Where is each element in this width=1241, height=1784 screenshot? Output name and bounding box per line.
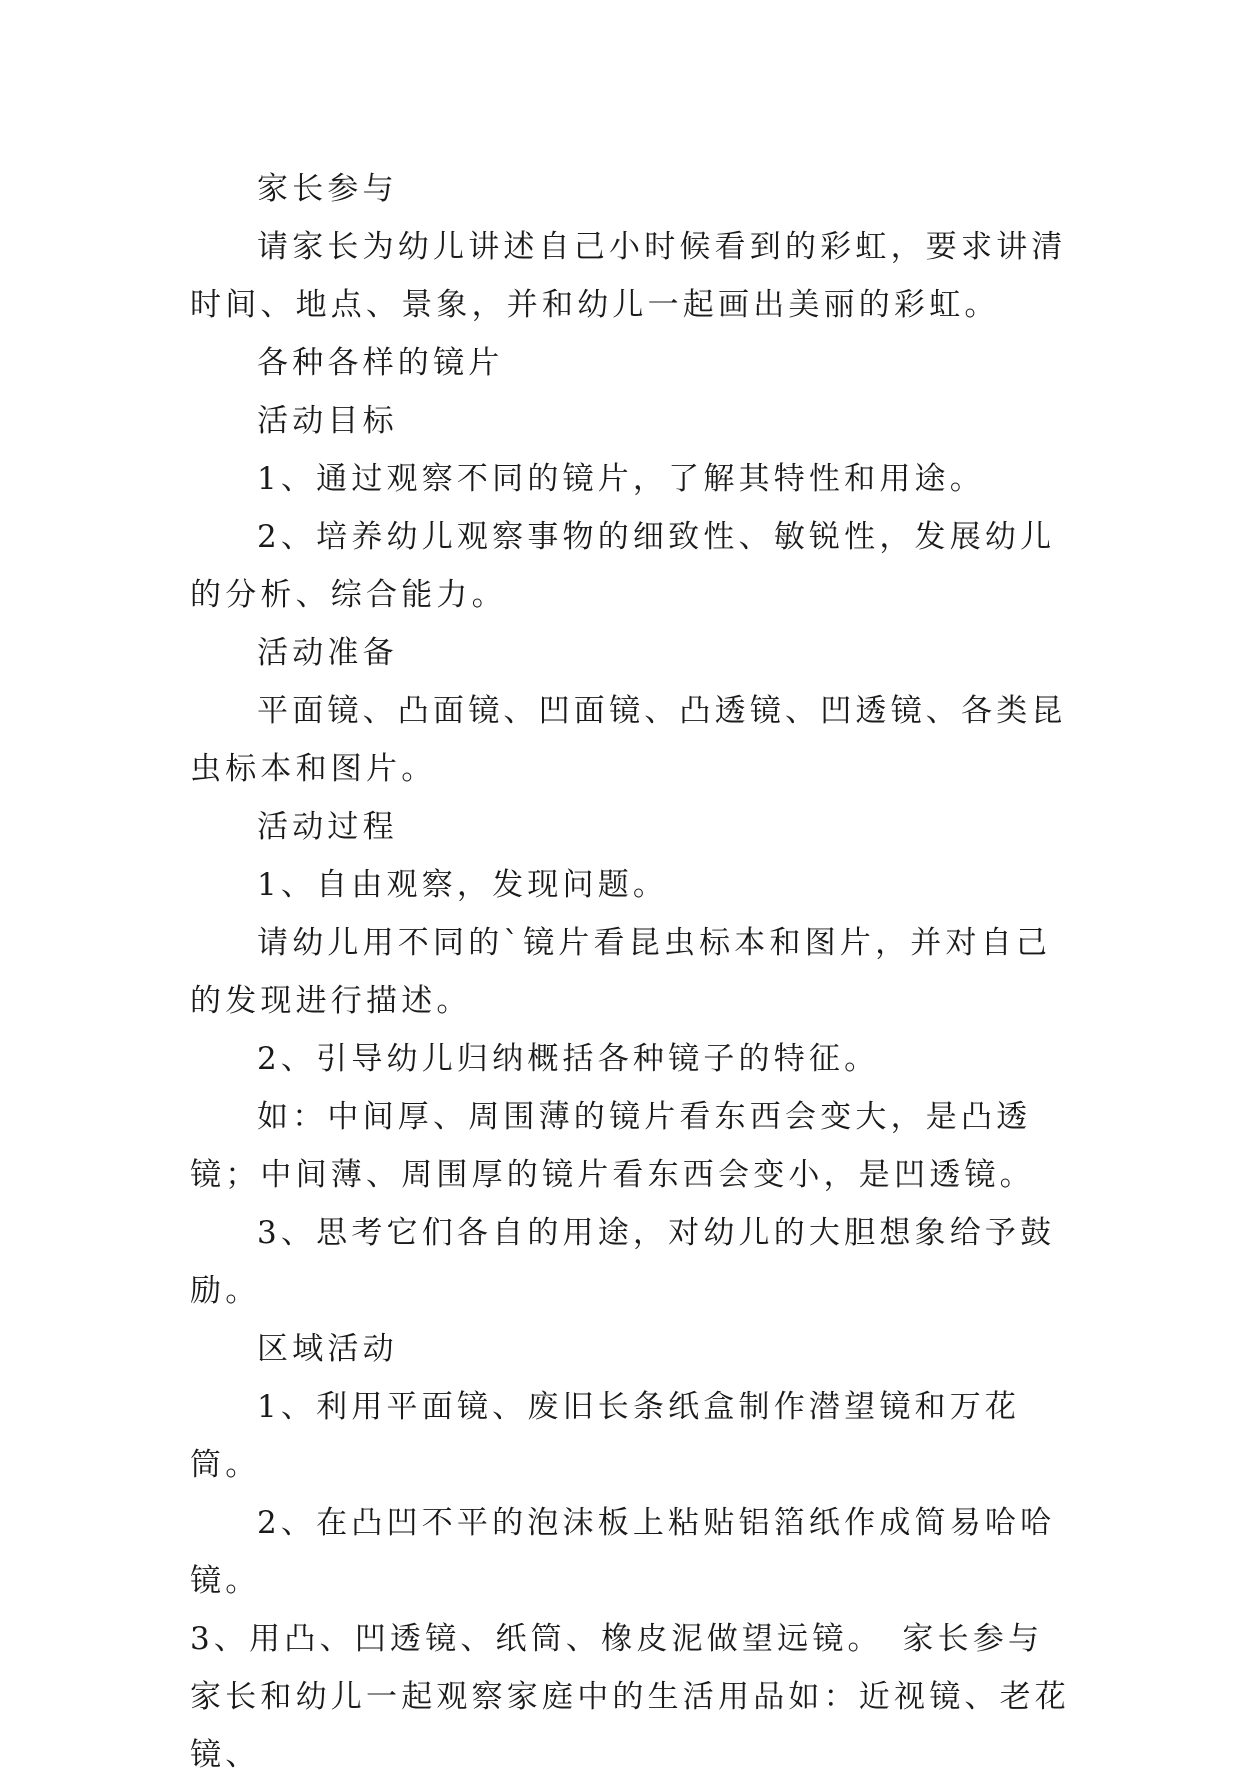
paragraph-heading-process: 活动过程 (257, 809, 398, 845)
paragraph: 3、思考它们各自的用途，对幼儿的大胆想象给予鼓励。 (190, 1215, 1056, 1309)
paragraph-heading-parent-participation: 家长参与 (257, 171, 398, 207)
paragraph: 3、用凸、凹透镜、纸筒、橡皮泥做望远镜。 家长参与家长和幼儿一起观察家庭中的生活用品如：近视镜、老花镜、 (190, 1621, 1070, 1773)
paragraph: 平面镜、凸面镜、凹面镜、凸透镜、凹透镜、各类昆虫标本和图片。 (190, 693, 1067, 787)
document-body (190, 160, 1070, 1784)
paragraph: 请家长为幼儿讲述自己小时候看到的彩虹，要求讲清时间、地点、景象，并和幼儿一起画出美丽的彩虹。 (190, 229, 1067, 323)
paragraph: 请幼儿用不同的`镜片看昆虫标本和图片，并对自己的发现进行描述。 (190, 925, 1052, 1019)
paragraph: 1、利用平面镜、废旧长条纸盒制作潜望镜和万花筒。 (190, 1389, 1021, 1483)
paragraph: 如：中间厚、周围薄的镜片看东西会变大，是凸透镜；中间薄、周围厚的镜片看东西会变小，是凹透镜。 (190, 1099, 1035, 1193)
paragraph: 2、在凸凹不平的泡沫板上粘贴铝箔纸作成简易哈哈镜。 (190, 1505, 1056, 1599)
paragraph: 2、培养幼儿观察事物的细致性、敏锐性，发展幼儿的分析、综合能力。 (190, 519, 1056, 613)
paragraph-heading-lens-activity: 各种各样的镜片 (257, 345, 504, 381)
paragraph-heading-area-activity: 区域活动 (257, 1331, 398, 1367)
paragraph: 2、引导幼儿归纳概括各种镜子的特征。 (257, 1041, 880, 1077)
paragraph: 1、通过观察不同的镜片，了解其特性和用途。 (257, 461, 985, 497)
paragraph-heading-goals: 活动目标 (257, 403, 398, 439)
paragraph: 1、自由观察，发现问题。 (257, 867, 669, 903)
paragraph-heading-preparation: 活动准备 (257, 635, 398, 671)
